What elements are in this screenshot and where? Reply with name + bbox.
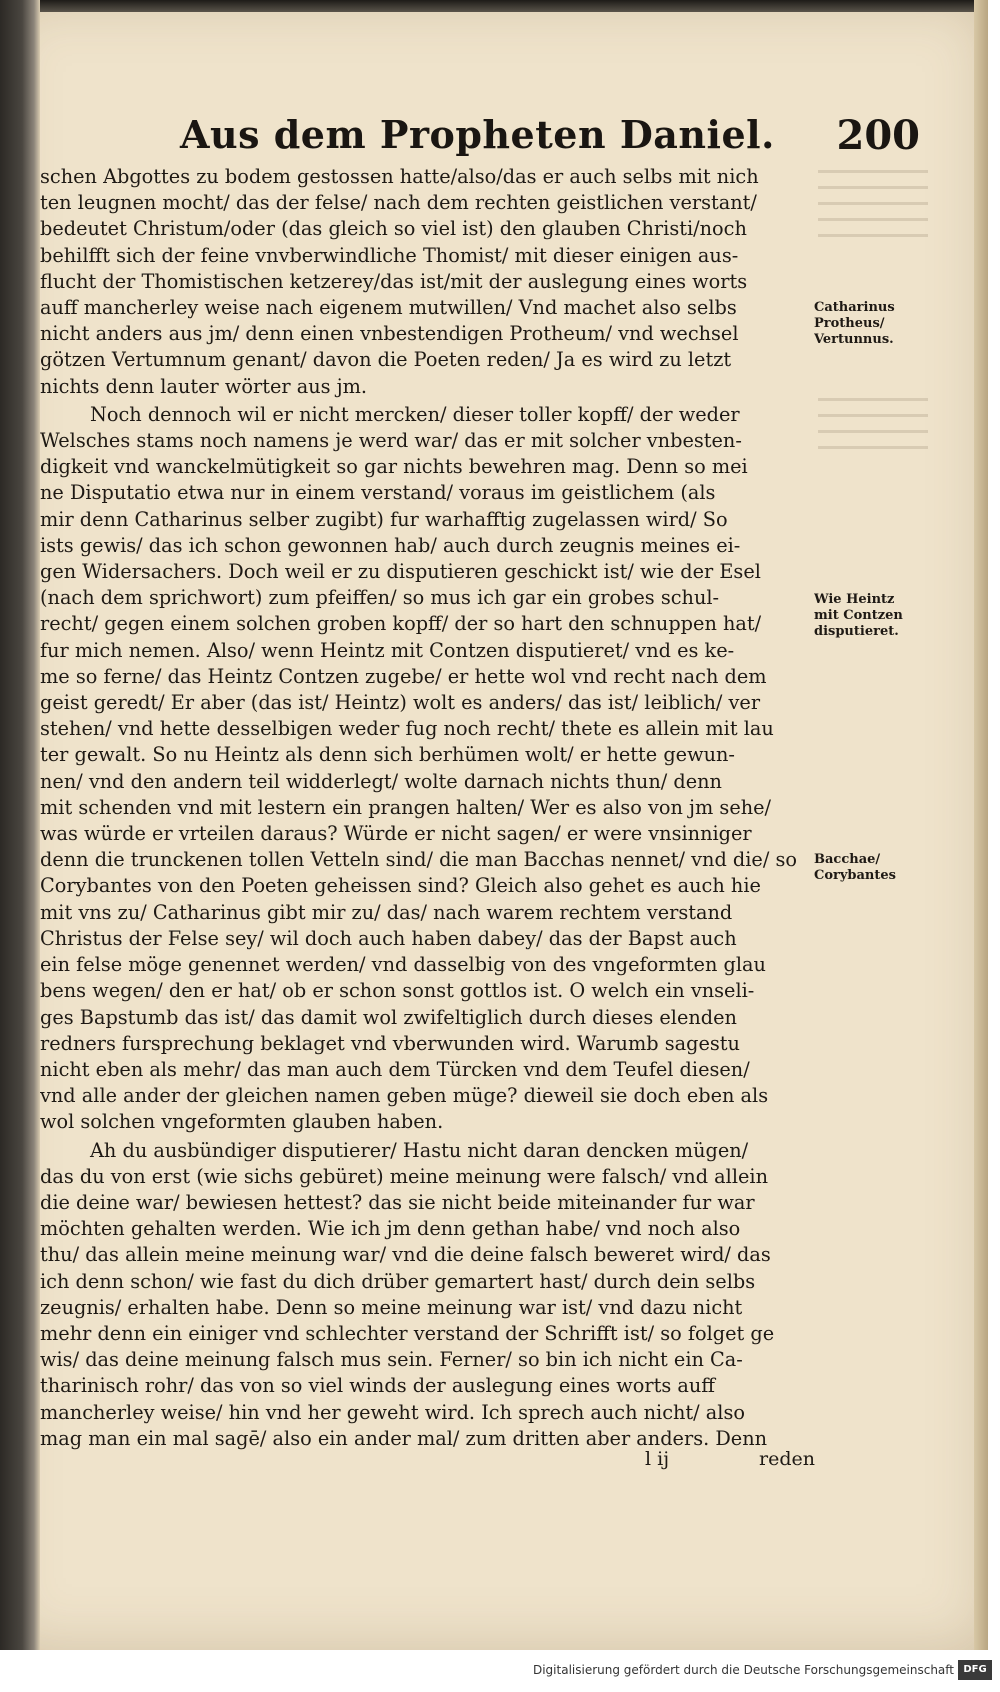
text-line: fur mich nemen. Also/ wenn Heintz mit Contzen disputieret/ vnd es ke- <box>40 638 735 662</box>
sidenote-line: Protheus/ <box>814 316 885 331</box>
text-line: nicht eben als mehr/ das man auch dem Türcken vnd dem Teufel diesen/ <box>40 1057 750 1081</box>
text-line: schen Abgottes zu bodem gestossen hatte/also/das er auch selbs mit nich <box>40 165 759 188</box>
text-line: recht/ gegen einem solchen groben kopff/ der so hart den schnuppen hat/ <box>40 612 762 636</box>
sidenote-line: disputieret. <box>814 624 899 639</box>
funding-credit: Digitalisierung gefördert durch die Deutsche Forschungsgemeinschaft <box>532 1663 954 1677</box>
sidenote-line: mit Contzen <box>814 608 903 623</box>
text-line: möchten gehalten werden. Wie ich jm denn gethan habe/ vnd noch also <box>40 1217 741 1241</box>
dfg-logo: DFG <box>958 1660 992 1680</box>
text-line: redners fursprechung beklaget vnd vberwunden wird. Warumb sagestu <box>40 1031 740 1055</box>
text-line: das du von erst (wie sichs gebüret) meine meinung were falsch/ vnd allein <box>40 1164 768 1188</box>
text-line: behilfft sich der feine vnvberwindliche Thomist/ mit dieser einigen aus- <box>40 243 739 267</box>
sidenote-line: Wie Heintz <box>814 592 895 607</box>
text-line: götzen Vertumnum genant/ davon die Poeten reden/ Ja es wird zu letzt <box>40 348 732 372</box>
sidenote-line: Corybantes <box>814 868 896 883</box>
text-line: geist geredt/ Er aber (das ist/ Heintz) wolt es anders/ das ist/ leiblich/ ver <box>40 691 761 715</box>
text-line: vnd alle ander der gleichen namen geben müge? dieweil sie doch eben als <box>40 1084 769 1108</box>
paragraph <box>40 1138 815 1452</box>
text-line: ne Disputatio etwa nur in einem verstand/ voraus im geistlichem (als <box>40 481 716 505</box>
text-line: die deine war/ bewiesen hettest? das sie nicht beide miteinander fur war <box>40 1190 755 1214</box>
text-line: gen Widersachers. Doch weil er zu disputieren geschickt ist/ wie der Esel <box>40 560 761 584</box>
digitization-footer <box>0 1650 1000 1692</box>
main-text-block <box>40 164 815 1452</box>
book-spine <box>0 0 40 1650</box>
text-line: ein felse möge genennet werden/ vnd dasselbig von des vngeformten glau <box>40 953 766 977</box>
sidenote-heintz <box>814 592 934 640</box>
text-line: nichts denn lauter wörter aus jm. <box>40 374 368 398</box>
sidenote-line: Bacchae/ <box>814 852 881 867</box>
text-line: Corybantes von den Poeten geheissen sind? Gleich also gehet es auch hie <box>40 874 761 898</box>
paragraph <box>40 402 815 1136</box>
page-fore-edge <box>974 0 988 1650</box>
paragraph <box>40 164 815 400</box>
text-line: thu/ das allein meine meinung war/ vnd die deine falsch beweret wird/ das <box>40 1243 771 1267</box>
text-line: mehr denn ein einiger vnd schlechter verstand der Schrifft ist/ so folget ge <box>40 1321 775 1345</box>
sidenote-line: Catharinus <box>814 300 895 315</box>
text-line: digkeit vnd wanckelmütigkeit so gar nichts bewehren mag. Denn so mei <box>40 455 748 479</box>
text-line: ges Bapstumb das ist/ das damit wol zwifeltiglich durch dieses elenden <box>40 1005 737 1029</box>
sidenote-bacchae <box>814 852 934 884</box>
text-line: stehen/ vnd hette desselbigen weder fug noch recht/ thete es allein mit lau <box>40 717 774 741</box>
text-line: mit schenden vnd mit lestern ein prangen halten/ Wer es also von jm sehe/ <box>40 795 772 819</box>
signature-line <box>645 1448 815 1476</box>
text-line: zeugnis/ erhalten habe. Denn so meine meinung war ist/ vnd dazu nicht <box>40 1295 743 1319</box>
text-line: me so ferne/ das Heintz Contzen zugebe/ er hette wol vnd recht nach dem <box>40 664 767 688</box>
text-line: Noch dennoch wil er nicht mercken/ dieser toller kopff/ der weder <box>90 402 740 426</box>
text-line: bedeutet Christum/oder (das gleich so viel ist) den glauben Christi/noch <box>40 217 747 241</box>
text-line: ists gewis/ das ich schon gewonnen hab/ auch durch zeugnis meines ei- <box>40 533 741 557</box>
text-line: nicht anders aus jm/ denn einen vnbestendigen Protheum/ vnd wechsel <box>40 322 739 346</box>
text-line: bens wegen/ den er hat/ ob er schon sonst gottlos ist. O welch ein vnseli- <box>40 979 755 1003</box>
catchword: reden <box>759 1448 815 1470</box>
running-header <box>180 112 920 168</box>
text-line: nen/ vnd den andern teil widderlegt/ wolte darnach nichts thun/ denn <box>40 769 722 793</box>
text-line: ter gewalt. So nu Heintz als denn sich berhümen wolt/ er hette gewun- <box>40 743 735 767</box>
sidenote-catharinus <box>814 300 934 348</box>
sidenote-line: Vertunnus. <box>814 332 894 347</box>
text-line: mancherley weise/ hin vnd her geweht wird. Ich sprech auch nicht/ also <box>40 1400 745 1424</box>
book-top-edge <box>0 0 988 12</box>
folio-number: 200 <box>836 112 920 159</box>
bleed-through-marks <box>818 170 928 250</box>
text-line: Ah du ausbündiger disputierer/ Hastu nicht daran dencken mügen/ <box>90 1138 749 1162</box>
text-line: ten leugnen mocht/ das der felse/ nach dem rechten geistlichen verstant/ <box>40 191 757 215</box>
text-line: was würde er vrteilen daraus? Würde er nicht sagen/ er were vnsinniger <box>40 822 752 846</box>
text-line: wis/ das deine meinung falsch mus sein. Ferner/ so bin ich nicht ein Ca- <box>40 1348 743 1372</box>
text-line: (nach dem sprichwort) zum pfeiffen/ so mus ich gar ein grobes schul- <box>40 586 720 610</box>
signature-mark: l ij <box>645 1448 670 1470</box>
bleed-through-marks <box>818 398 928 462</box>
text-line: flucht der Thomistischen ketzerey/das ist/mit der auslegung eines worts <box>40 269 748 293</box>
text-line: auff mancherley weise nach eigenem mutwillen/ Vnd machet also selbs <box>40 296 737 320</box>
text-line: mag man ein mal sagē/ also ein ander mal/ zum dritten aber anders. Denn <box>40 1426 768 1450</box>
running-title: Aus dem Propheten Daniel. <box>180 112 775 157</box>
text-line: Welsches stams noch namens je werd war/ das er mit solcher vnbesten- <box>40 429 742 453</box>
text-line: ich denn schon/ wie fast du dich drüber gemartert hast/ durch dein selbs <box>40 1269 756 1293</box>
text-line: mit vns zu/ Catharinus gibt mir zu/ das/ nach warem rechtem verstand <box>40 900 733 924</box>
text-line: wol solchen vngeformten glauben haben. <box>40 1110 444 1134</box>
text-line: Christus der Felse sey/ wil doch auch haben dabey/ das der Bapst auch <box>40 926 737 950</box>
text-line: mir denn Catharinus selber zugibt) fur warhafftig zugelassen wird/ So <box>40 507 728 531</box>
text-line: tharinisch rohr/ das von so viel winds der auslegung eines worts auff <box>40 1374 715 1398</box>
text-line: denn die trunckenen tollen Vetteln sind/ die man Bacchas nennet/ vnd die/ so <box>40 848 797 872</box>
